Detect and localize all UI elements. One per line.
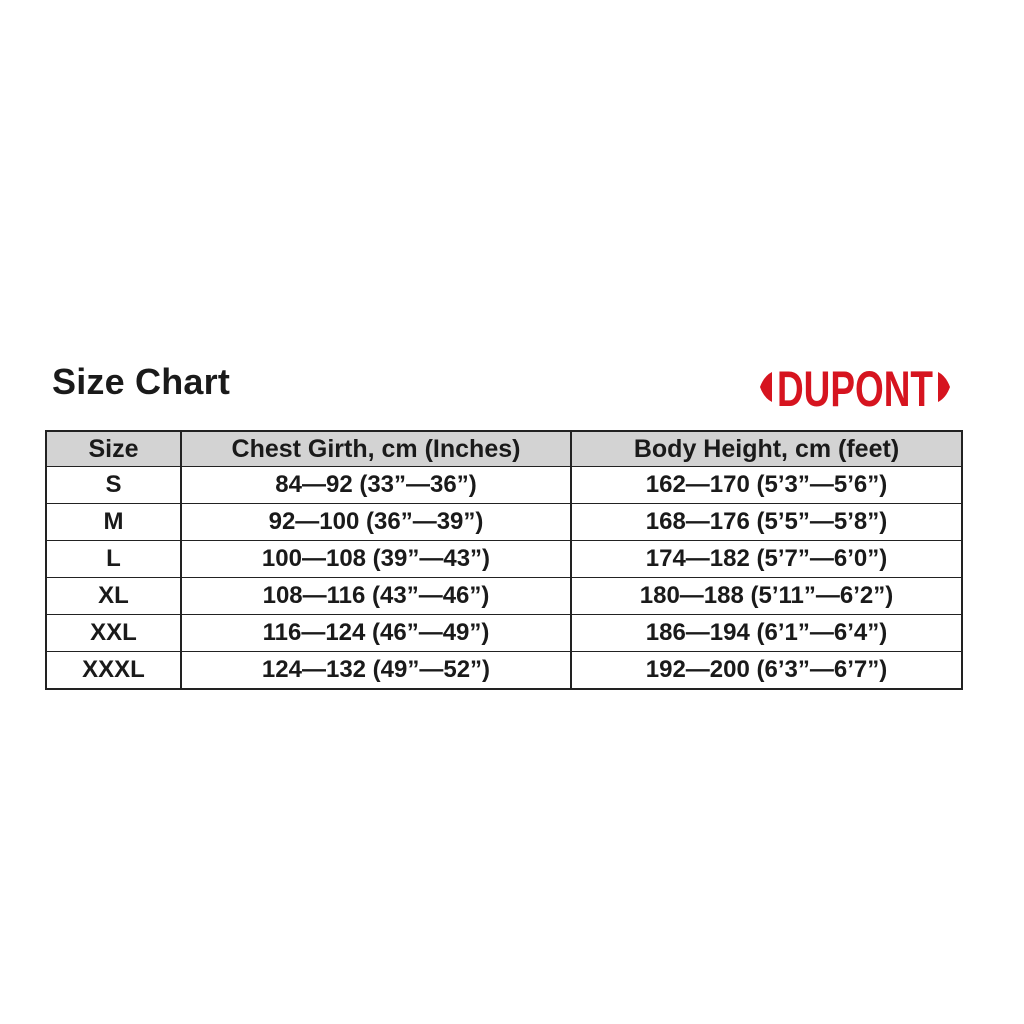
dupont-logo (750, 356, 960, 418)
chest-girth-cell: 92—100 (36”—39”) (181, 504, 571, 541)
table-header-row (46, 431, 962, 467)
size-cell: L (46, 541, 181, 578)
table-row (46, 578, 962, 615)
chest-girth-cell: 108—116 (43”—46”) (181, 578, 571, 615)
chest-girth-cell: 116—124 (46”—49”) (181, 615, 571, 652)
dupont-logo-text: DUPONT (777, 361, 933, 417)
column-header-body-height: Body Height, cm (feet) (571, 431, 962, 467)
body-height-cell: 192—200 (6’3”—6’7”) (571, 652, 962, 690)
column-header-size: Size (46, 431, 181, 467)
chest-girth-cell: 100—108 (39”—43”) (181, 541, 571, 578)
table-row (46, 652, 962, 690)
table-row (46, 504, 962, 541)
body-height-cell: 168—176 (5’5”—5’8”) (571, 504, 962, 541)
size-chart-table (45, 430, 963, 690)
size-cell: XXXL (46, 652, 181, 690)
table-row (46, 467, 962, 504)
table-row (46, 541, 962, 578)
size-cell: XL (46, 578, 181, 615)
body-height-cell: 174—182 (5’7”—6’0”) (571, 541, 962, 578)
size-cell: S (46, 467, 181, 504)
body-height-cell: 186—194 (6’1”—6’4”) (571, 615, 962, 652)
chest-girth-cell: 124—132 (49”—52”) (181, 652, 571, 690)
column-header-chest-girth: Chest Girth, cm (Inches) (181, 431, 571, 467)
size-cell: M (46, 504, 181, 541)
chest-girth-cell: 84—92 (33”—36”) (181, 467, 571, 504)
body-height-cell: 180—188 (5’11”—6’2”) (571, 578, 962, 615)
table-row (46, 615, 962, 652)
body-height-cell: 162—170 (5’3”—5’6”) (571, 467, 962, 504)
dupont-logo-graphic (750, 356, 960, 418)
size-cell: XXL (46, 615, 181, 652)
page-title: Size Chart (52, 361, 231, 402)
